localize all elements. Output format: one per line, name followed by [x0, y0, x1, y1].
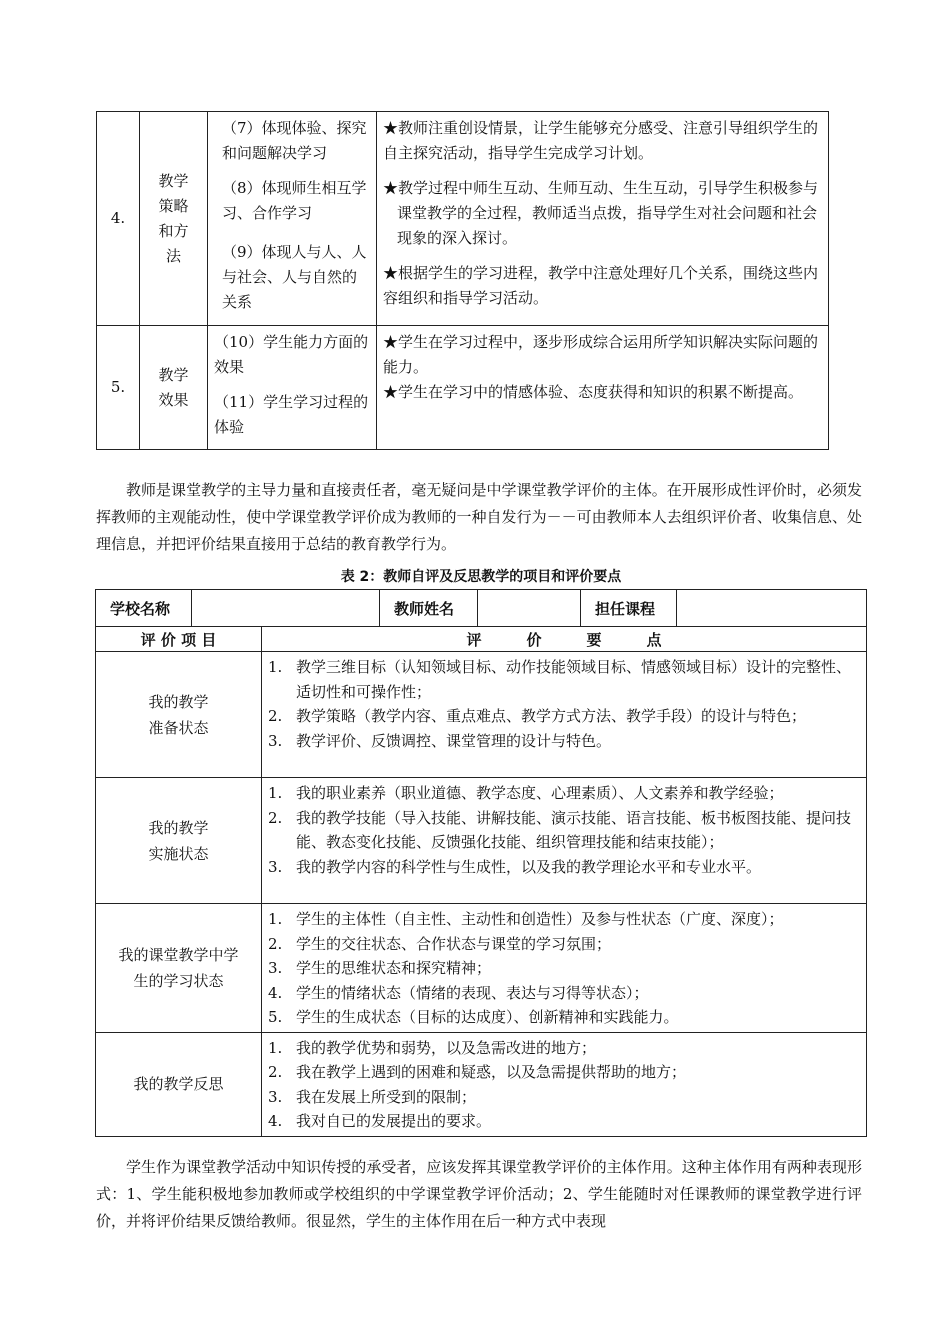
row-points	[377, 326, 829, 450]
body-paragraph: 学生作为课堂教学活动中知识传授的承受者，应该发挥其课堂教学评价的主体作用。这种主体作用有两种表现形式：1、学生能积极地参加教师或学校组织的中学课堂教学评价活动；2、学生能随时对任课教师的课堂教学进行评价，并将评价结果反馈给教师。很显然，学生的主体作用在后一种方式中表现	[96, 1158, 862, 1230]
table-row	[96, 904, 867, 1033]
table-row	[96, 652, 867, 778]
row-category: 教学 效果	[140, 326, 208, 450]
list-item: 1. 我的教学优势和弱势，以及急需改进的地方；	[268, 1038, 597, 1057]
list-item: 2. 我在教学上遇到的困难和疑惑，以及急需提供帮助的地方；	[268, 1063, 687, 1081]
table-row	[96, 1032, 867, 1136]
section-points	[262, 652, 867, 778]
row-points	[377, 112, 829, 326]
list-item: （8）体现师生相互学习、合作学习	[222, 179, 367, 222]
row-number: 4.	[97, 112, 140, 326]
table-row	[96, 778, 867, 904]
teacher-name-label: 教师姓名	[380, 590, 478, 627]
list-item: 5. 学生的生成状态（目标的达成度）、创新精神和实践能力。	[268, 1008, 679, 1026]
section-points	[262, 1032, 867, 1136]
col-header-points: 评 价 要 点	[262, 627, 867, 652]
list-item: 3. 我在发展上所受到的限制；	[268, 1087, 477, 1106]
section-title: 我的课堂教学中学 生的学习状态	[96, 904, 262, 1033]
table-caption: 表 2：教师自评及反思教学的项目和评价要点	[340, 569, 622, 585]
list-item: ★根据学生的学习进程，教学中注意处理好几个关系，围绕这些内容组织和指导学习活动。	[383, 264, 819, 307]
teacher-name-field[interactable]	[478, 590, 581, 627]
list-item: 3. 教学评价、反馈调控、课堂管理的设计与特色。	[268, 731, 612, 750]
list-item: （11）学生学习过程的体验	[214, 393, 369, 436]
list-item: 4. 学生的情绪状态（情绪的表现、表达与习得等状态）；	[268, 983, 649, 1002]
section-points	[262, 904, 867, 1033]
section-points	[262, 778, 867, 904]
list-item: 2. 学生的交往状态、合作状态与课堂的学习氛围；	[268, 934, 612, 953]
row-items	[208, 326, 377, 450]
school-name-label: 学校名称	[96, 590, 192, 627]
self-evaluation-table	[95, 589, 867, 1137]
section-title: 我的教学反思	[96, 1032, 262, 1136]
list-item: 3. 我的教学内容的科学性与生成性，以及我的教学理论水平和专业水平。	[268, 857, 762, 876]
list-item: 2. 教学策略（教学内容、重点难点、教学方式方法、教学手段）的设计与特色；	[268, 707, 807, 725]
section-title: 我的教学 实施状态	[96, 778, 262, 904]
list-item: 4. 我对自已的发展提出的要求。	[268, 1112, 492, 1130]
row-items	[208, 112, 377, 326]
row-category: 教学 策略 和方 法	[140, 112, 208, 326]
school-name-field[interactable]	[192, 590, 380, 627]
column-header-row	[96, 627, 867, 652]
row-number: 5.	[97, 326, 140, 450]
col-header-item: 评 价 项 目	[96, 627, 262, 652]
table-header-row	[96, 590, 867, 627]
list-item: 1. 我的职业素养（职业道德、教学态度、心理素质）、人文素养和教学经验；	[268, 784, 784, 802]
list-item: ★学生在学习过程中，逐步形成综合运用所学知识解决实际问题的能力。	[383, 333, 819, 376]
list-item: （7）体现体验、探究和问题解决学习	[222, 119, 367, 162]
list-item: ★教师注重创设情景，让学生能够充分感受、注意引导组织学生的自主探究活动，指导学生完成学习计划。	[383, 119, 819, 162]
table-row	[97, 326, 829, 450]
body-paragraph: 教师是课堂教学的主导力量和直接责任者，毫无疑问是中学课堂教学评价的主体。在开展形成性评价时，必须发挥教师的主观能动性，使中学课堂教学评价成为教师的一种自发行为－－可由教师本人去组织评价者、收集信息、处理信息，并把评价结果直接用于总结的教育教学行为。	[96, 481, 862, 553]
teaching-evaluation-table	[96, 111, 829, 450]
list-item: 3. 学生的思维状态和探究精神；	[268, 959, 492, 977]
section-title: 我的教学 准备状态	[96, 652, 262, 778]
table-row	[97, 112, 829, 326]
list-item: ★教学过程中师生互动、生师互动、生生互动，引导学生积极参与课堂教学的全过程，教师适当点拨，指导学生对社会问题和社会现象的深入探讨。	[383, 179, 819, 247]
list-item: （9）体现人与人、人与社会、人与自然的关系	[222, 243, 367, 311]
list-item: ★学生在学习中的情感体验、态度获得和知识的积累不断提高。	[383, 383, 804, 401]
course-label: 担任课程	[581, 590, 677, 627]
course-field[interactable]	[677, 590, 867, 627]
list-item: 2. 我的教学技能（导入技能、讲解技能、演示技能、语言技能、板书板图技能、提问技能、教态变化技能、反馈强化技能、组织管理技能和结束技能）；	[268, 808, 852, 851]
list-item: （10）学生能力方面的效果	[214, 333, 369, 376]
list-item: 1. 教学三维目标（认知领域目标、动作技能领域目标、情感领域目标）设计的完整性、适切性和可操作性；	[268, 658, 852, 701]
list-item: 1. 学生的主体性（自主性、主动性和创造性）及参与性状态（广度、深度）；	[268, 910, 784, 928]
